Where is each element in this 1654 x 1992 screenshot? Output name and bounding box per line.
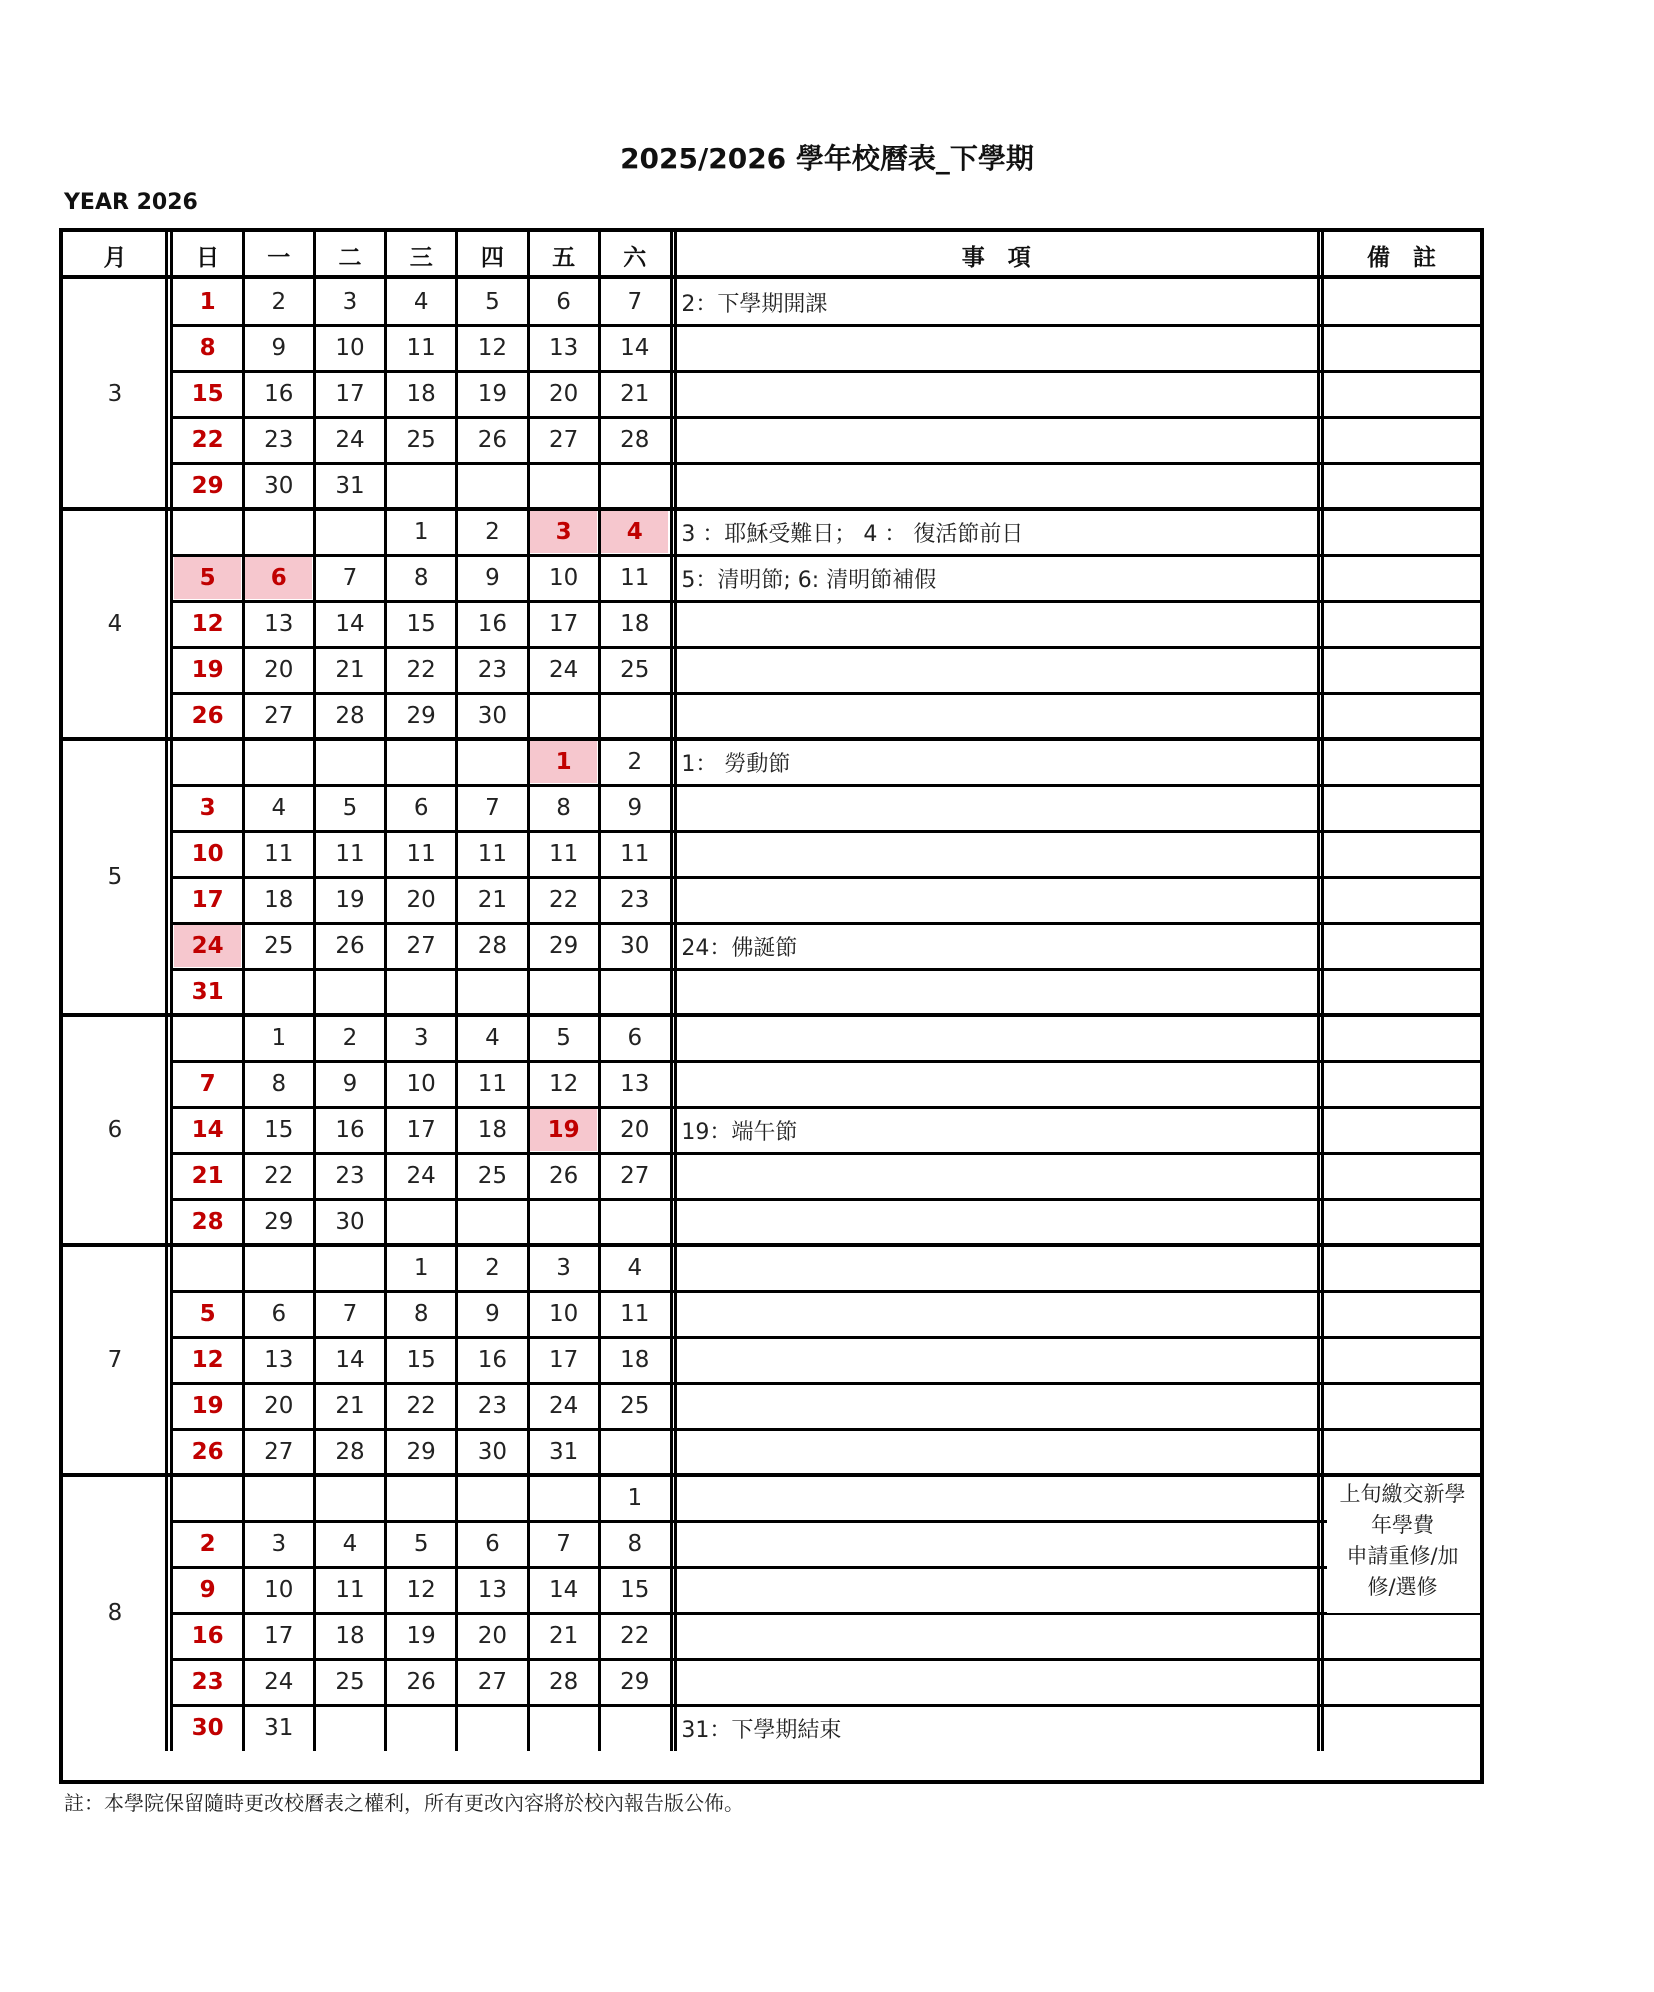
date-cell: 3 <box>556 1255 571 1281</box>
date-cell: 24 <box>406 1163 436 1189</box>
date-cell: 11 <box>620 1301 650 1327</box>
date-cell: 24 <box>335 427 365 453</box>
month-label: 5 <box>107 864 123 890</box>
date-cell: 12 <box>477 335 508 361</box>
event-text <box>675 1613 1323 1659</box>
date-cell: 13 <box>548 335 579 361</box>
date-cell: 22 <box>406 1393 436 1419</box>
date-cell <box>530 465 597 507</box>
date-cell: 31 <box>191 979 224 1005</box>
date-cell <box>388 741 455 783</box>
date-cell: 10 <box>264 1577 294 1603</box>
date-cell: 31 <box>548 1439 579 1465</box>
date-cell: 2 <box>342 1025 358 1051</box>
event-text: 1： 勞動節 <box>681 751 791 777</box>
date-cell: 16 <box>477 611 508 637</box>
date-cell: 12 <box>191 611 224 637</box>
date-cell <box>245 1477 312 1519</box>
date-cell: 16 <box>335 1117 365 1143</box>
date-cell: 11 <box>406 335 436 361</box>
col-line <box>384 232 387 1751</box>
date-cell: 29 <box>620 1669 650 1695</box>
date-cell: 6 <box>485 1531 500 1557</box>
date-cell: 30 <box>477 1439 508 1465</box>
date-cell: 18 <box>620 1347 650 1373</box>
date-cell: 7 <box>556 1531 571 1557</box>
date-cell: 3 <box>342 289 358 315</box>
date-cell <box>174 511 241 553</box>
date-cell: 22 <box>548 887 579 913</box>
month-label: 3 <box>107 381 123 407</box>
header-day-2: 二 <box>338 245 362 271</box>
col-line <box>1317 232 1320 1751</box>
date-cell: 14 <box>191 1117 224 1143</box>
date-cell: 13 <box>477 1577 508 1603</box>
date-cell: 21 <box>335 1393 365 1419</box>
date-cell: 19 <box>406 1623 436 1649</box>
date-cell: 23 <box>477 1393 508 1419</box>
date-cell: 21 <box>548 1623 579 1649</box>
date-cell: 5 <box>342 795 358 821</box>
month-label: 7 <box>107 1347 123 1373</box>
date-cell: 19 <box>191 657 224 683</box>
date-cell: 21 <box>335 657 365 683</box>
date-cell: 29 <box>406 1439 436 1465</box>
remark-line: 修/選修 <box>1367 1575 1438 1599</box>
date-cell: 29 <box>548 933 579 959</box>
col-line <box>165 232 168 1751</box>
event-text <box>675 1015 1323 1061</box>
date-cell: 3 <box>271 1531 287 1557</box>
date-cell: 27 <box>620 1163 650 1189</box>
event-text <box>675 1475 1323 1521</box>
date-cell <box>459 971 526 1013</box>
date-cell: 4 <box>627 1255 643 1281</box>
date-cell <box>174 741 241 783</box>
date-cell: 26 <box>406 1669 436 1695</box>
header-events: 事 項 <box>961 245 1031 271</box>
event-text <box>675 1153 1323 1199</box>
date-cell <box>459 1477 526 1519</box>
date-cell <box>530 971 597 1013</box>
col-line <box>674 232 677 1751</box>
date-cell: 20 <box>477 1623 508 1649</box>
date-cell: 12 <box>191 1347 224 1373</box>
page-title: 2025/2026 學年校曆表_下學期 <box>620 142 1034 175</box>
col-line <box>242 232 245 1751</box>
header-month: 月 <box>103 245 127 271</box>
date-cell: 2 <box>485 1255 500 1281</box>
date-cell: 15 <box>620 1577 650 1603</box>
date-cell: 4 <box>342 1531 358 1557</box>
date-cell: 24 <box>264 1669 294 1695</box>
date-cell: 10 <box>406 1071 436 1097</box>
date-cell <box>316 1477 383 1519</box>
date-cell: 19 <box>477 381 508 407</box>
col-line <box>313 232 316 1751</box>
date-cell: 16 <box>477 1347 508 1373</box>
date-cell: 11 <box>335 841 365 867</box>
date-cell: 20 <box>264 657 294 683</box>
date-cell: 4 <box>485 1025 500 1051</box>
date-cell: 5 <box>174 557 241 599</box>
date-cell: 14 <box>548 1577 579 1603</box>
date-cell: 31 <box>335 473 365 499</box>
event-text <box>675 371 1323 417</box>
date-cell: 10 <box>548 565 579 591</box>
date-cell: 19 <box>530 1109 597 1151</box>
date-cell: 9 <box>271 335 287 361</box>
event-text: 31：下學期結束 <box>681 1717 842 1743</box>
date-cell: 14 <box>335 1347 365 1373</box>
col-line <box>598 232 601 1751</box>
date-cell: 28 <box>620 427 650 453</box>
date-cell: 20 <box>406 887 436 913</box>
date-cell: 17 <box>548 611 579 637</box>
date-cell: 1 <box>627 1485 643 1511</box>
date-cell: 22 <box>191 427 224 453</box>
calendar-table <box>59 228 1484 1784</box>
date-cell: 11 <box>264 841 294 867</box>
date-cell <box>459 465 526 507</box>
date-cell: 15 <box>264 1117 294 1143</box>
event-text <box>675 325 1323 371</box>
date-cell: 15 <box>191 381 224 407</box>
remark-line: 年學費 <box>1371 1513 1434 1537</box>
col-line <box>1321 232 1324 1751</box>
date-cell: 18 <box>477 1117 508 1143</box>
date-cell: 10 <box>335 335 365 361</box>
date-cell: 4 <box>601 511 668 553</box>
date-cell: 12 <box>548 1071 579 1097</box>
footnote: 註：本學院保留隨時更改校曆表之權利，所有更改內容將於校內報告版公佈。 <box>64 1791 744 1815</box>
date-cell: 20 <box>548 381 579 407</box>
date-cell: 8 <box>413 565 429 591</box>
date-cell: 13 <box>264 611 294 637</box>
date-cell: 4 <box>413 289 429 315</box>
date-cell: 16 <box>191 1623 224 1649</box>
event-text <box>675 1245 1323 1291</box>
event-text <box>675 1337 1323 1383</box>
event-text <box>675 877 1323 923</box>
date-cell <box>316 511 383 553</box>
date-cell: 28 <box>335 703 365 729</box>
date-cell: 10 <box>548 1301 579 1327</box>
date-cell: 19 <box>191 1393 224 1419</box>
date-cell: 1 <box>199 289 216 315</box>
date-cell <box>316 741 383 783</box>
date-cell <box>601 465 668 507</box>
date-cell: 23 <box>264 427 294 453</box>
date-cell <box>245 971 312 1013</box>
date-cell: 5 <box>485 289 500 315</box>
header-day-1: 一 <box>267 245 291 271</box>
col-line <box>170 232 173 1751</box>
date-cell: 8 <box>556 795 571 821</box>
date-cell <box>316 971 383 1013</box>
event-text <box>675 1567 1323 1613</box>
date-cell: 5 <box>413 1531 429 1557</box>
date-cell <box>601 1707 668 1749</box>
date-cell: 20 <box>620 1117 650 1143</box>
date-cell: 1 <box>271 1025 287 1051</box>
date-cell <box>459 1707 526 1749</box>
date-cell: 5 <box>199 1301 216 1327</box>
date-cell <box>388 465 455 507</box>
date-cell: 8 <box>413 1301 429 1327</box>
date-cell <box>601 971 668 1013</box>
event-text <box>675 601 1323 647</box>
date-cell: 29 <box>191 473 224 499</box>
header-day-3: 三 <box>409 245 433 271</box>
date-cell: 22 <box>264 1163 294 1189</box>
date-cell: 9 <box>485 565 500 591</box>
date-cell: 21 <box>191 1163 224 1189</box>
date-cell: 9 <box>199 1577 216 1603</box>
event-text <box>675 831 1323 877</box>
header-remarks: 備 註 <box>1367 245 1436 271</box>
date-cell: 6 <box>556 289 571 315</box>
date-cell: 27 <box>264 1439 294 1465</box>
date-cell <box>530 1707 597 1749</box>
date-cell: 3 <box>199 795 216 821</box>
date-cell: 14 <box>620 335 650 361</box>
col-line <box>455 232 458 1751</box>
date-cell: 4 <box>271 795 287 821</box>
event-text: 24：佛誕節 <box>681 935 798 961</box>
date-cell: 2 <box>199 1531 216 1557</box>
date-cell: 18 <box>620 611 650 637</box>
date-cell: 9 <box>342 1071 358 1097</box>
event-text: 5：清明節; 6: 清明節補假 <box>681 567 937 593</box>
date-cell <box>601 695 668 737</box>
date-cell <box>388 1707 455 1749</box>
date-cell <box>388 1201 455 1243</box>
remark-line: 上旬繳交新學 <box>1339 1482 1466 1506</box>
date-cell: 18 <box>406 381 436 407</box>
header-day-6: 六 <box>623 245 647 271</box>
date-cell <box>530 1477 597 1519</box>
date-cell: 29 <box>264 1209 294 1235</box>
remark-line: 申請重修/加 <box>1346 1544 1459 1568</box>
date-cell: 3 <box>413 1025 429 1051</box>
date-cell: 25 <box>335 1669 365 1695</box>
date-cell: 25 <box>264 933 294 959</box>
date-cell: 27 <box>264 703 294 729</box>
date-cell: 10 <box>191 841 224 867</box>
date-cell: 28 <box>191 1209 224 1235</box>
date-cell: 19 <box>335 887 365 913</box>
date-cell: 11 <box>477 841 508 867</box>
event-text: 19：端午節 <box>681 1119 798 1145</box>
date-cell: 7 <box>342 565 358 591</box>
date-cell: 21 <box>477 887 508 913</box>
event-text <box>675 969 1323 1015</box>
date-cell: 1 <box>413 519 429 545</box>
date-cell: 22 <box>620 1623 650 1649</box>
date-cell <box>601 1431 668 1473</box>
date-cell: 6 <box>413 795 429 821</box>
remark-august <box>1325 1479 1480 1663</box>
date-cell: 3 <box>530 511 597 553</box>
date-cell <box>388 1477 455 1519</box>
date-cell <box>316 1247 383 1289</box>
date-cell: 27 <box>406 933 436 959</box>
date-cell: 18 <box>264 887 294 913</box>
date-cell: 11 <box>620 565 650 591</box>
date-cell: 1 <box>413 1255 429 1281</box>
date-cell: 17 <box>335 381 365 407</box>
date-cell <box>388 971 455 1013</box>
header-day-5: 五 <box>552 245 576 271</box>
date-cell: 11 <box>335 1577 365 1603</box>
date-cell: 7 <box>199 1071 216 1097</box>
date-cell <box>174 1247 241 1289</box>
date-cell <box>245 511 312 553</box>
date-cell <box>174 1477 241 1519</box>
date-cell: 30 <box>191 1715 224 1741</box>
event-text <box>675 417 1323 463</box>
date-cell: 15 <box>406 611 436 637</box>
date-cell: 8 <box>627 1531 643 1557</box>
date-cell: 18 <box>335 1623 365 1649</box>
date-cell: 21 <box>620 381 650 407</box>
event-text <box>675 647 1323 693</box>
date-cell: 6 <box>271 1301 287 1327</box>
date-cell: 5 <box>556 1025 571 1051</box>
date-cell: 26 <box>477 427 508 453</box>
date-cell: 17 <box>548 1347 579 1373</box>
date-cell <box>316 1707 383 1749</box>
date-cell <box>530 695 597 737</box>
date-cell: 11 <box>406 841 436 867</box>
date-cell: 24 <box>548 657 579 683</box>
event-text <box>675 1383 1323 1429</box>
date-cell: 13 <box>264 1347 294 1373</box>
date-cell: 6 <box>627 1025 643 1051</box>
date-cell: 17 <box>191 887 224 913</box>
date-cell: 27 <box>548 427 579 453</box>
event-text <box>675 1291 1323 1337</box>
col-line <box>670 232 673 1751</box>
date-cell: 9 <box>485 1301 500 1327</box>
event-text <box>675 1521 1323 1567</box>
date-cell: 28 <box>335 1439 365 1465</box>
date-cell <box>245 741 312 783</box>
date-cell: 17 <box>264 1623 294 1649</box>
date-cell <box>459 1201 526 1243</box>
date-cell <box>459 741 526 783</box>
date-cell: 30 <box>477 703 508 729</box>
date-cell: 7 <box>627 289 643 315</box>
date-cell: 7 <box>342 1301 358 1327</box>
date-cell: 8 <box>199 335 216 361</box>
event-text <box>675 1061 1323 1107</box>
date-cell: 25 <box>620 657 650 683</box>
event-text <box>675 463 1323 509</box>
date-cell: 20 <box>264 1393 294 1419</box>
month-label: 6 <box>107 1117 123 1143</box>
date-cell: 22 <box>406 657 436 683</box>
date-cell: 25 <box>406 427 436 453</box>
event-text <box>675 1199 1323 1245</box>
event-text <box>675 693 1323 739</box>
date-cell: 23 <box>191 1669 224 1695</box>
date-cell: 29 <box>406 703 436 729</box>
header-day-0: 日 <box>196 245 220 271</box>
date-cell: 14 <box>335 611 365 637</box>
date-cell: 8 <box>271 1071 287 1097</box>
date-cell: 30 <box>264 473 294 499</box>
month-label: 8 <box>107 1600 123 1626</box>
event-text <box>675 1659 1323 1705</box>
date-cell: 11 <box>620 841 650 867</box>
date-cell: 16 <box>264 381 294 407</box>
header-day-4: 四 <box>480 245 504 271</box>
date-cell <box>174 1017 241 1059</box>
date-cell: 28 <box>477 933 508 959</box>
date-cell: 1 <box>530 741 597 783</box>
date-cell: 28 <box>548 1669 579 1695</box>
date-cell: 2 <box>627 749 643 775</box>
date-cell: 30 <box>620 933 650 959</box>
date-cell: 11 <box>548 841 579 867</box>
date-cell: 2 <box>485 519 500 545</box>
date-cell: 9 <box>627 795 643 821</box>
date-cell <box>245 1247 312 1289</box>
year-label: YEAR 2026 <box>64 190 198 215</box>
event-text: 2：下學期開課 <box>681 291 828 317</box>
date-cell: 6 <box>245 557 312 599</box>
date-cell: 25 <box>477 1163 508 1189</box>
date-cell <box>601 1201 668 1243</box>
date-cell: 7 <box>485 795 500 821</box>
date-cell: 26 <box>548 1163 579 1189</box>
date-cell: 24 <box>548 1393 579 1419</box>
date-cell: 23 <box>477 657 508 683</box>
event-text <box>675 1429 1323 1475</box>
date-cell: 13 <box>620 1071 650 1097</box>
date-cell <box>530 1201 597 1243</box>
date-cell: 23 <box>335 1163 365 1189</box>
date-cell: 2 <box>271 289 287 315</box>
date-cell: 30 <box>335 1209 365 1235</box>
date-cell: 23 <box>620 887 650 913</box>
date-cell: 12 <box>406 1577 436 1603</box>
date-cell: 26 <box>335 933 365 959</box>
month-label: 4 <box>107 611 123 637</box>
date-cell: 31 <box>264 1715 294 1741</box>
date-cell: 26 <box>191 703 224 729</box>
date-cell: 27 <box>477 1669 508 1695</box>
date-cell: 11 <box>477 1071 508 1097</box>
event-text <box>675 785 1323 831</box>
col-line <box>527 232 530 1751</box>
date-cell: 25 <box>620 1393 650 1419</box>
event-text: 3 ：耶穌受難日； 4 ： 復活節前日 <box>681 521 1024 547</box>
date-cell: 26 <box>191 1439 224 1465</box>
date-cell: 24 <box>174 925 241 967</box>
date-cell: 15 <box>406 1347 436 1373</box>
date-cell: 17 <box>406 1117 436 1143</box>
